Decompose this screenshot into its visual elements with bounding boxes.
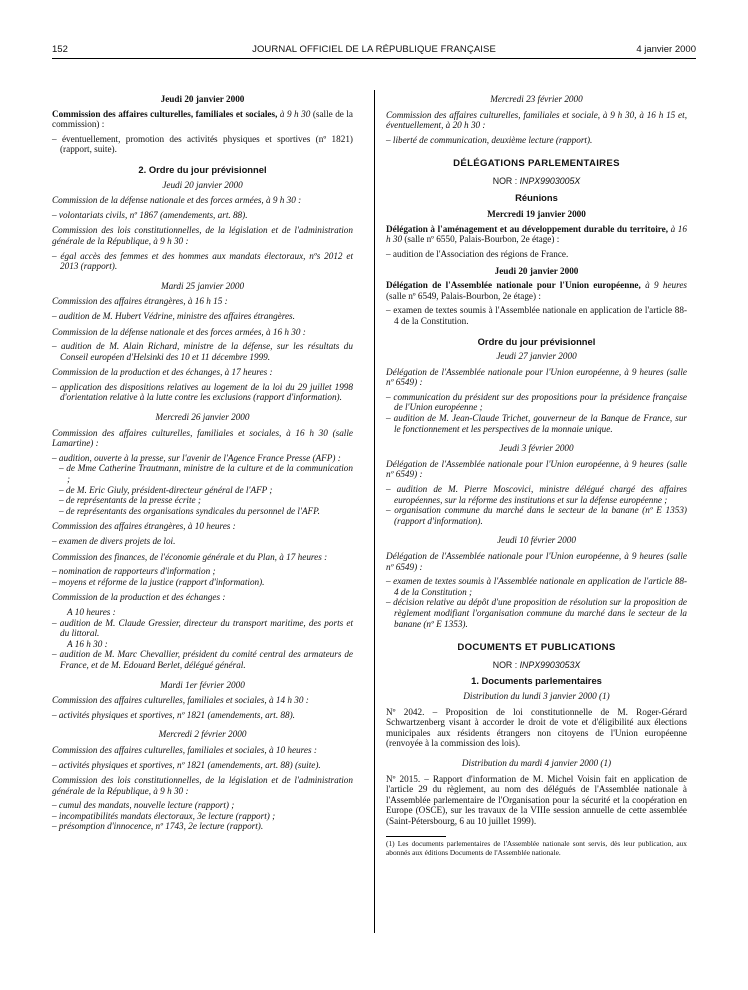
agenda-block — [52, 327, 353, 363]
agenda-block — [52, 109, 353, 155]
meeting-room: (salle nº 6549, Palais-Bourbon, 2e étage) : — [386, 290, 541, 301]
agenda-block — [52, 225, 353, 271]
nor-reference — [386, 176, 687, 187]
commission-line: Commission des lois constitutionnelles, de la législation et de l'administration générale de la République, à 9 h 30 : — [52, 775, 353, 796]
delegation-name: Délégation à l'aménagement et au développement durable du territoire, — [386, 223, 669, 234]
agenda-block — [52, 367, 353, 403]
meeting-time: à 9 heures — [640, 280, 688, 291]
nor-label: NOR : — [492, 175, 520, 186]
commission-line: Commission des affaires étrangères, à 16 h 15 : — [52, 296, 228, 307]
document-entry: Nº 2042. – Proposition de loi constitutionnelle de M. Roger-Gérard Schwartzenberg visant à accorder le droit de vote et d'éligibilité aux élections municipales aux résidents étrangers non citoyens de l'Union européenne (renvoyée à la commission des lois). — [386, 706, 687, 749]
commission-line: Commission de la production et des échanges, à 17 heures : — [52, 367, 273, 378]
agenda-item: – volontariats civils, nº 1867 (amendements, art. 88). — [52, 209, 248, 220]
agenda-item: – éventuellement, promotion des activités physiques et sportives (nº 1821) (rapport, suite). — [52, 133, 353, 155]
journal-title: JOURNAL OFFICIEL DE LA RÉPUBLIQUE FRANÇAISE — [252, 44, 496, 55]
date-heading: Jeudi 20 janvier 2000 — [162, 179, 243, 190]
agenda-item: – incompatibilités mandats électoraux, 3e lecture (rapport) ; — [52, 810, 276, 821]
agenda-item: – audition de M. Hubert Védrine, ministre des affaires étrangères. — [52, 310, 295, 321]
agenda-block — [386, 367, 687, 435]
date-heading: Mercredi 2 février 2000 — [158, 729, 247, 740]
agenda-item: – audition de M. Claude Gressier, directeur du transport maritime, des ports et du littoral. — [52, 617, 353, 639]
commission-line: Commission de la défense nationale et des forces armées, à 16 h 30 : — [52, 326, 306, 337]
agenda-item: – audition de M. Alain Richard, ministre de la défense, sur les résultats du Conseil européen d'Helsinki des 10 et 11 décembre 1999. — [52, 341, 353, 362]
agenda-item: – examen de divers projets de loi. — [52, 536, 176, 546]
commission-line: Délégation de l'Assemblée nationale pour l'Union européenne, à 9 heures (salle nº 6549) : — [386, 551, 687, 572]
commission-line: Commission des affaires culturelles, familiales et sociales, à 10 heures : — [52, 744, 317, 755]
commission-line: Délégation de l'Assemblée nationale pour l'Union européenne, à 9 heures (salle nº 6549) : — [386, 366, 687, 388]
distribution-heading: Distribution du lundi 3 janvier 2000 (1) — [463, 690, 610, 701]
subsection-title: Réunions — [515, 191, 558, 203]
agenda-block — [52, 428, 353, 517]
agenda-block — [52, 695, 353, 720]
agenda-subitem: – de représentants des organisations syndicales du personnel de l'AFP. — [59, 505, 320, 516]
time-label: A 10 heures : — [67, 606, 116, 617]
date-heading: Jeudi 20 janvier 2000 — [494, 265, 579, 276]
agenda-item: – organisation commune du marché dans le secteur de la banane (nº E 1353) (rapport d'information). — [386, 505, 687, 526]
agenda-item: – moyens et réforme de la justice (rapport d'information). — [52, 576, 265, 587]
commission-line: Commission des finances, de l'économie générale et du Plan, à 17 heures : — [52, 551, 328, 562]
date-heading: Jeudi 27 janvier 2000 — [496, 351, 577, 362]
agenda-item: – égal accès des femmes et des hommes aux mandats électoraux, nºs 2012 et 2013 (rapport). — [52, 250, 353, 272]
section-title: DOCUMENTS ET PUBLICATIONS — [457, 642, 616, 654]
date-heading: Jeudi 20 janvier 2000 — [160, 94, 245, 104]
page-header — [52, 44, 696, 58]
left-column — [52, 94, 353, 837]
nor-reference — [386, 660, 687, 671]
date-heading: Mercredi 23 février 2000 — [490, 94, 583, 104]
meeting-room: (salle de la commission) : — [52, 108, 354, 130]
date-heading: Jeudi 3 février 2000 — [499, 443, 574, 454]
commission-line: Commission de la défense nationale et des forces armées, à 9 h 30 : — [52, 195, 302, 206]
commission-name: Commission des affaires culturelles, familiales et sociales, — [52, 108, 278, 119]
commission-line: Commission des affaires étrangères, à 10 heures : — [52, 521, 236, 532]
subsection-title: 1. Documents parlementaires — [471, 675, 602, 687]
date-heading: Mercredi 19 janvier 2000 — [487, 209, 586, 220]
section-title: 2. Ordre du jour prévisionnel — [138, 163, 267, 175]
commission-line: Commission des affaires culturelles, familiales et sociales, à 14 h 30 : — [52, 695, 309, 706]
section-title: DÉLÉGATIONS PARLEMENTAIRES — [453, 158, 620, 170]
agenda-block — [52, 552, 353, 588]
date-heading: Mardi 1er février 2000 — [160, 679, 245, 690]
agenda-item: – audition de M. Pierre Moscovici, ministre délégué chargé des affaires européennes, sur la réforme des institutions et sur la défense européenne ; — [386, 484, 687, 505]
agenda-item: – présomption d'innocence, nº 1743, 2e lecture (rapport). — [52, 821, 264, 832]
agenda-item: – audition de M. Jean-Claude Trichet, gouverneur de la Banque de France, sur le fonctionnement et les perspectives de la monnaie unique. — [386, 413, 687, 434]
agenda-item: – application des dispositions relatives au logement de la loi du 29 juillet 1998 d'orientation relative à la lutte contre les exclusions (rapport d'information). — [52, 381, 353, 403]
nor-label: NOR : — [492, 659, 520, 670]
agenda-item: – audition de M. Marc Chevallier, président du comité central des armateurs de France, et de M. Edouard Berlet, délégué général. — [52, 649, 353, 670]
agenda-subitem: – de Mme Catherine Trautmann, ministre de la culture et de la communication ; — [59, 463, 353, 485]
distribution-heading: Distribution du mardi 4 janvier 2000 (1) — [461, 757, 612, 768]
agenda-block — [386, 280, 687, 326]
date-heading: Jeudi 10 février 2000 — [497, 535, 576, 546]
right-column — [386, 94, 687, 857]
agenda-item: – nomination de rapporteurs d'information ; — [52, 566, 216, 577]
commission-line: Commission de la production et des échanges : — [52, 592, 226, 603]
meeting-time: à 9 h 30 — [277, 108, 311, 119]
commission-line: Commission des affaires culturelles, familiales et sociales, à 16 h 30 (salle Lamartine) : — [52, 427, 353, 449]
agenda-block — [386, 459, 687, 527]
agenda-block — [386, 551, 687, 629]
issue-date: 4 janvier 2000 — [636, 44, 696, 55]
subsection-title: Ordre du jour prévisionnel — [477, 335, 596, 347]
agenda-block — [386, 224, 687, 260]
header-rule — [52, 58, 696, 59]
footnote-rule — [386, 836, 446, 837]
agenda-item: – cumul des mandats, nouvelle lecture (rapport) ; — [52, 800, 235, 811]
nor-code: INPX9903005X — [519, 175, 581, 186]
agenda-block — [52, 521, 353, 546]
agenda-block — [52, 592, 353, 670]
agenda-item: – examen de textes soumis à l'Assemblée nationale en application de l'article 88-4 de la Constitution ; — [386, 576, 687, 597]
nor-code: INPX9903053X — [519, 659, 581, 670]
agenda-item: – décision relative au dépôt d'une proposition de résolution sur la proposition de règlement modifiant l'organisation commune du marché dans le secteur de la banane (nº E 1353). — [386, 597, 687, 629]
agenda-block — [52, 195, 353, 220]
agenda-item: – activités physiques et sportives, nº 1821 (amendements, art. 88). — [52, 709, 295, 720]
date-heading: Mardi 25 janvier 2000 — [160, 280, 245, 291]
agenda-item: – examen de textes soumis à l'Assemblée nationale en application de l'article 88-4 de la Constitution. — [386, 305, 687, 326]
agenda-block — [52, 296, 353, 321]
meeting-room: (salle nº 6550, Palais-Bourbon, 2e étage) : — [402, 234, 560, 245]
agenda-item: – audition de l'Association des régions de France. — [386, 248, 569, 259]
document-entry: Nº 2015. – Rapport d'information de M. Michel Voisin fait en application de l'article 29 du règlement, au nom des délégués de l'Assemblée nationale à l'Assemblée parlementaire de l'Organisation pour la sécurité et la coopération en Europe (OSCE), sur les travaux de la VIIIe session annuelle de cette assemblée (Saint-Pétersbourg, 6 au 10 juillet 1999). — [386, 773, 687, 826]
agenda-item: – communication du président sur des propositions pour la présidence française de l'Union européenne ; — [386, 391, 687, 413]
agenda-block — [386, 110, 687, 146]
commission-line: Commission des lois constitutionnelles, de la législation et de l'administration générale de la République, à 9 h 30 : — [52, 225, 353, 246]
commission-line: Délégation de l'Assemblée nationale pour l'Union européenne, à 9 heures (salle nº 6549) : — [386, 458, 687, 480]
agenda-item: – liberté de communication, deuxième lecture (rapport). — [386, 134, 593, 145]
agenda-block — [52, 775, 353, 832]
agenda-block — [52, 745, 353, 770]
page-number: 152 — [52, 44, 68, 55]
footnote: (1) Les documents parlementaires de l'Assemblée nationale sont servis, dès leur publication, aux abonnés aux éditions Documents de l'Assemblée nationale. — [386, 839, 687, 857]
agenda-subitem: – de représentants de la presse écrite ; — [59, 495, 201, 506]
time-label: A 16 h 30 : — [67, 638, 108, 649]
date-heading: Mercredi 26 janvier 2000 — [155, 412, 250, 423]
agenda-item: – audition, ouverte à la presse, sur l'avenir de l'Agence France Presse (AFP) : — [52, 452, 341, 463]
column-divider — [374, 90, 375, 933]
agenda-subitem: – de M. Eric Giuly, président-directeur général de l'AFP ; — [59, 484, 273, 495]
meeting-time: à 16 h 30 — [386, 223, 687, 245]
delegation-name: Délégation de l'Assemblée nationale pour l'Union européenne, — [386, 280, 641, 291]
agenda-item: – activités physiques et sportives, nº 1821 (amendements, art. 88) (suite). — [52, 759, 321, 770]
commission-line: Commission des affaires culturelles, familiales et sociale, à 9 h 30, à 16 h 15 et, éventuellement, à 20 h 30 : — [386, 109, 687, 131]
